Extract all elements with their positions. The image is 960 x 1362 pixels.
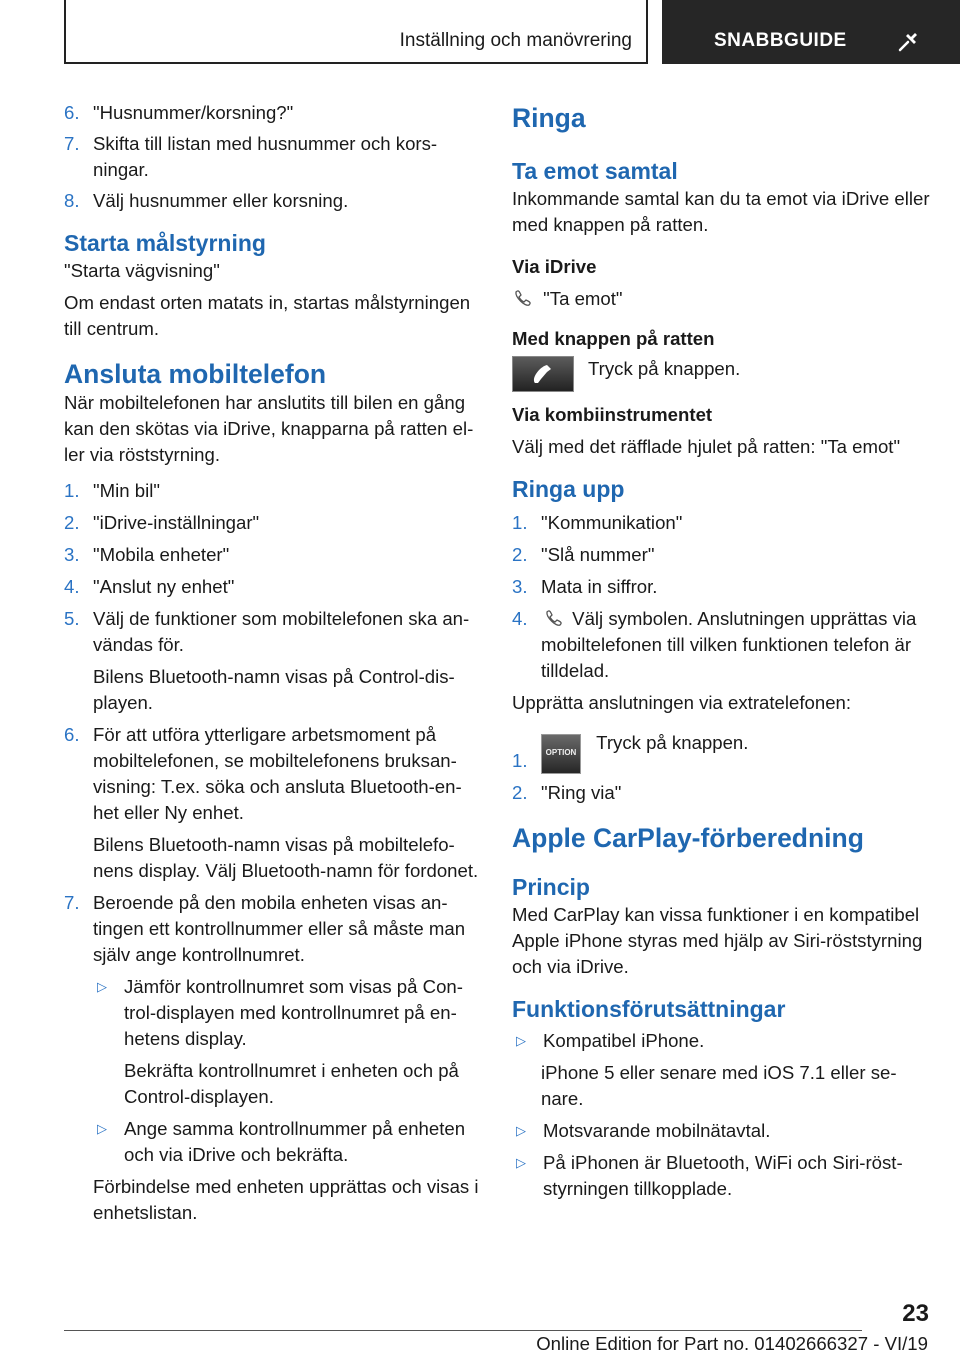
bullet-item [512,1150,932,1202]
triangle-bullet-icon: ▷ [516,1155,526,1170]
steps-a [64,100,480,214]
header-title: Inställning och manövrering [399,30,632,51]
bullet-item [93,1116,480,1168]
right-column [512,100,932,1202]
triangle-bullet-icon: ▷ [97,1121,107,1136]
principle-text: Med CarPlay kan vissa funktioner i en kompatibel Apple iPhone styras med hjälp av Siri-röststyrning och via iDrive. [512,904,923,977]
list-item [64,890,480,968]
list-item [512,730,932,774]
list-item [64,510,480,536]
step7-bullets [64,974,480,1168]
dial-steps [512,510,932,684]
section-heading-principle: Princip [512,874,590,900]
answer-intro: Inkommande samtal kan du ta emot via iDrive eller med knappen på ratten. [512,188,930,235]
section-heading-start: Starta målstyrning [64,230,266,256]
step-text: "Ring via" [541,782,622,803]
quick-guide-tab[interactable] [662,0,960,64]
step-number: 7. [64,133,80,154]
section-heading-carplay: Apple CarPlay-förberedning [512,823,864,853]
step-number: 1. [512,750,528,771]
step-number: 4. [64,576,80,597]
via-idrive-heading: Via iDrive [512,256,597,277]
list-item [64,574,480,600]
list-item [512,606,932,684]
step-number: 1. [64,480,80,501]
step-note: Bilens Bluetooth-namn visas på Control-displayen. [93,666,455,713]
step-number: 6. [64,724,80,745]
list-item [512,780,932,806]
start-description: Om endast orten matats in, startas målstyrningen till centrum. [64,292,471,339]
bullet-text: På iPhonen är Bluetooth, WiFi och Siri-röststyrningen tillkopplade. [543,1152,903,1199]
connect-steps [64,478,480,1226]
step-number: 6. [64,102,80,123]
bullet-text: Ange samma kontrollnummer på enheten och via iDrive och bekräfta. [124,1118,466,1165]
step-number: 7. [64,892,80,913]
option-steps [512,730,932,806]
section-heading-dial: Ringa upp [512,476,625,502]
step-number: 5. [64,608,80,629]
list-item [64,100,480,126]
list-item [64,188,480,214]
pushpin-icon [896,28,922,54]
step-text: För att utföra ytterligare arbetsmoment på mobiltelefonen, se mobiltelefonens bruksanvisning: T.ex. söka och ansluta Bluetooth-enhet eller Ny enhet. [93,724,462,823]
step-text: Mata in siffror. [541,576,658,597]
step-text: Beroende på den mobila enheten visas antingen ett kontrollnummer eller så måste man själv ange kontrollnumret. [93,892,466,965]
list-item [64,478,480,504]
list-item [512,510,932,536]
step-number: 2. [64,512,80,533]
step-note: Förbindelse med enheten upprättas och visas i enhetslistan. [93,1176,479,1223]
phone-icon [512,288,534,308]
section-heading-requirements: Funktionsförutsättningar [512,996,786,1022]
header-title-box [64,0,648,64]
footer-divider [64,1330,862,1331]
press-button-text: Tryck på knappen. [588,358,741,379]
step-number: 1. [512,512,528,533]
step-text: Välj de funktioner som mobiltelefonen ska användas för. [93,608,470,655]
list-item [512,542,932,568]
triangle-bullet-icon: ▷ [97,979,107,994]
option-press-text: Tryck på knappen. [596,732,749,753]
list-item [64,722,480,826]
step-text: Skifta till listan med husnummer och korsningar. [93,133,438,180]
footer-edition: Online Edition for Part no. 01402666327 - VI/19 [536,1333,928,1354]
option-button-image: OPTION [541,734,581,774]
step-number: 2. [512,782,528,803]
step-text: "Min bil" [93,480,160,501]
triangle-bullet-icon: ▷ [516,1123,526,1138]
steering-button-row [512,356,932,392]
step-text [541,606,932,684]
phone-handset-icon [513,357,573,391]
list-item [64,542,480,568]
steering-button-heading: Med knappen på ratten [512,328,715,349]
step-text: "Husnummer/korsning?" [93,102,294,123]
bullet-text: Kompatibel iPhone. [543,1030,705,1051]
bullet-item [512,1028,932,1054]
step-number: 8. [64,190,80,211]
quick-guide-label: SNABBGUIDE [714,30,847,51]
step-note: Bilens Bluetooth-namn visas på mobiltelefonens display. Välj Bluetooth-namn för fordonet. [93,834,479,881]
left-column [64,100,480,1226]
bullet-note: Bekräfta kontrollnumret i enheten och på Control-displayen. [124,1060,459,1107]
step-text: "Kommunikation" [541,512,683,533]
step-number: 4. [512,608,528,629]
list-item [512,574,932,600]
list-item [64,606,480,658]
step-text: "Mobila enheter" [93,544,230,565]
phone-button-image [512,356,574,392]
step-text: "Anslut ny enhet" [93,576,235,597]
step-number: 2. [512,544,528,565]
bullet-text: Motsvarande mobilnätavtal. [543,1120,771,1141]
triangle-bullet-icon: ▷ [516,1033,526,1048]
requirement-bullets [512,1028,932,1202]
step-text [541,730,932,774]
extra-phone-intro: Upprätta anslutningen via extratelefonen: [512,692,852,713]
step-text: "iDrive-inställningar" [93,512,260,533]
step-number: 3. [64,544,80,565]
section-heading-answer: Ta emot samtal [512,158,678,184]
step-number: 3. [512,576,528,597]
answer-command [512,286,932,312]
step-text: "Slå nummer" [541,544,655,565]
list-item [64,131,480,183]
phone-icon [541,608,567,628]
step-text: Välj husnummer eller korsning. [93,190,349,211]
kombi-heading: Via kombiinstrumentet [512,404,713,425]
bullet-note: iPhone 5 eller senare med iOS 7.1 eller senare. [541,1062,897,1109]
answer-label: "Ta emot" [543,288,623,309]
start-command: "Starta vägvisning" [64,260,220,281]
connect-intro: När mobiltelefonen har anslutits till bilen en gång kan den skötas via iDrive, knapparna på ratten eller via röststyrning. [64,392,474,465]
bullet-text: Jämför kontrollnumret som visas på Control-displayen med kontrollnumret på enhetens display. [124,976,463,1049]
page-number: 23 [902,1300,929,1327]
section-heading-connect: Ansluta mobiltelefon [64,359,327,389]
section-heading-ring: Ringa [512,103,586,133]
step4-description: Välj symbolen. Anslutningen upprättas via mobiltelefonen till vilken funktionen telefon är tilldelad. [541,608,917,681]
bullet-item [512,1118,932,1144]
kombi-text: Välj med det räfflade hjulet på ratten: "Ta emot" [512,436,901,457]
bullet-item [93,974,480,1052]
